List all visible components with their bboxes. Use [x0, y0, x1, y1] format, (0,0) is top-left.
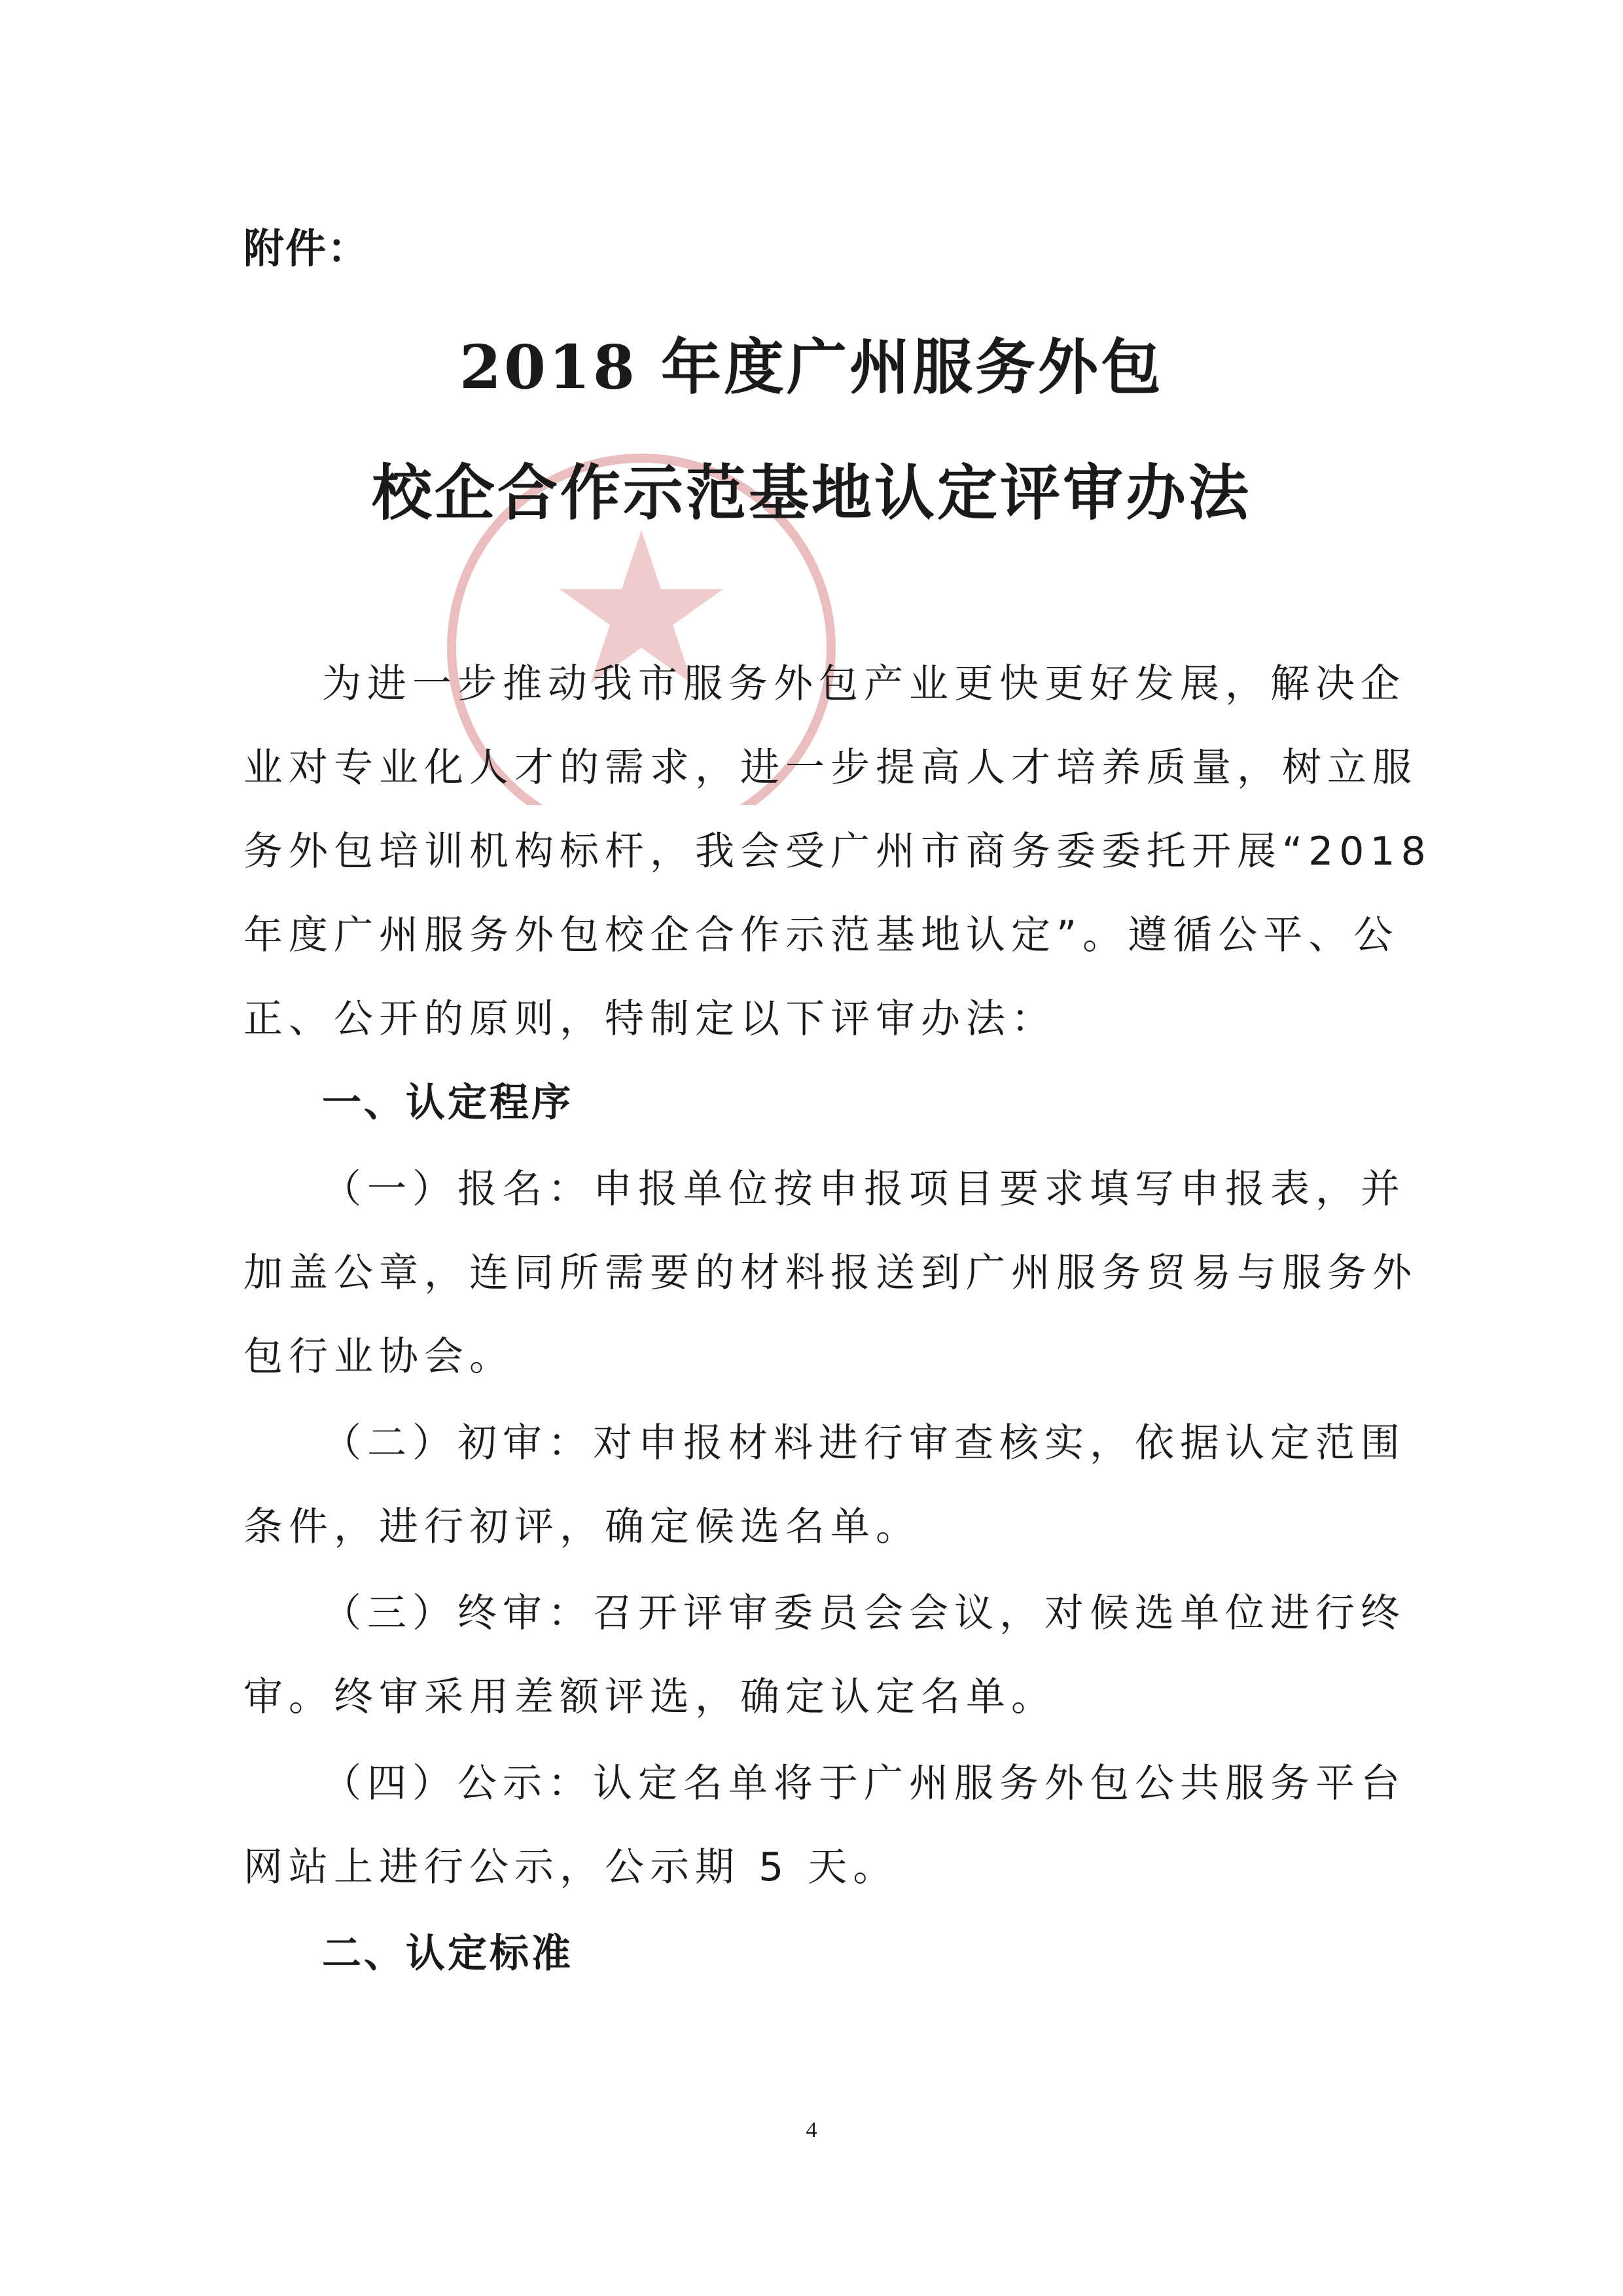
intro-paragraph-line: 正、公开的原则，特制定以下评审办法： — [243, 996, 1056, 1042]
item-publicity-line: （四）公示：认定名单将于广州服务外包公共服务平台 — [322, 1761, 1406, 1806]
item-publicity-line: 网站上进行公示，公示期 5 天。 — [243, 1844, 899, 1890]
item-final-review-line: （三）终审：召开评审委员会会议，对候选单位进行终 — [322, 1590, 1406, 1636]
intro-paragraph-line: 业对专业化人才的需求，进一步提高人才培养质量，树立服 — [243, 745, 1418, 791]
intro-paragraph-line: 为进一步推动我市服务外包产业更快更好发展，解决企 — [322, 661, 1406, 707]
document-title-line-2: 校企合作示范基地认定评审办法 — [371, 457, 1251, 528]
intro-paragraph-line: 年度广州服务外包校企合作示范基地认定”。遵循公平、公 — [243, 912, 1399, 958]
document-title-line-1: 2018 年度广州服务外包 — [459, 332, 1164, 403]
section-heading-standards: 二、认定标准 — [322, 1931, 573, 1977]
intro-paragraph-line: 务外包培训机构标杆，我会受广州市商务委委托开展“2018 — [243, 829, 1432, 874]
item-registration-line: 包行业协会。 — [243, 1334, 514, 1380]
page-number: 4 — [806, 2118, 817, 2142]
item-registration-line: （一）报名：申报单位按申报项目要求填写申报表，并 — [322, 1166, 1406, 1212]
item-preliminary-review-line: 条件，进行初评，确定候选名单。 — [243, 1504, 921, 1550]
item-preliminary-review-line: （二）初审：对申报材料进行审查核实，依据认定范围 — [322, 1420, 1406, 1466]
item-registration-line: 加盖公章，连同所需要的材料报送到广州服务贸易与服务外 — [243, 1250, 1418, 1296]
section-heading-procedure: 一、认定程序 — [322, 1080, 573, 1126]
item-final-review-line: 审。终审采用差额评选，确定认定名单。 — [243, 1674, 1056, 1720]
annex-label: 附件： — [243, 224, 370, 272]
